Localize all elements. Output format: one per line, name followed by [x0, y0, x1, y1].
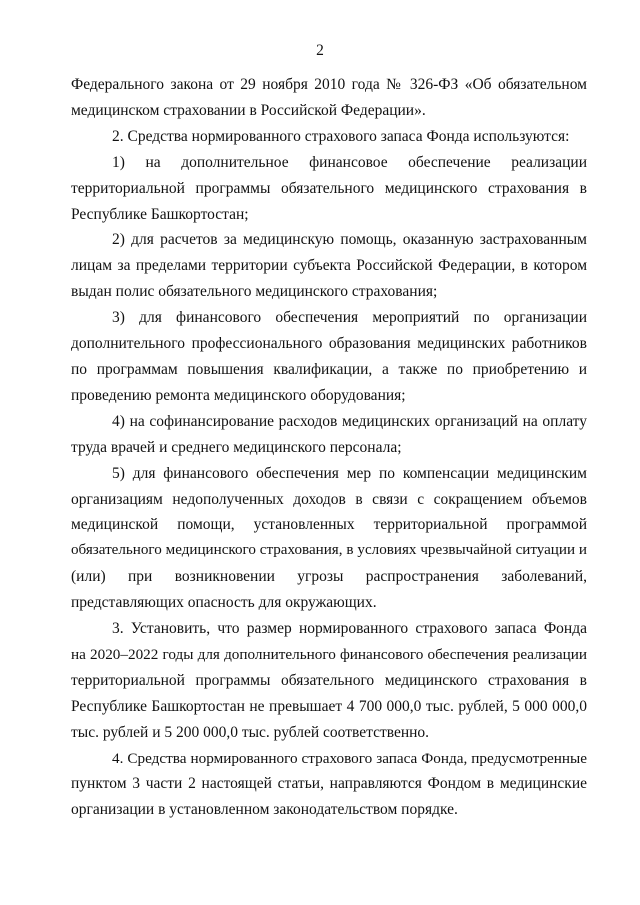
paragraph: [71, 150, 587, 228]
paragraph: [71, 461, 587, 616]
text-line: труда врачей и среднего медицинского персонала;: [71, 438, 402, 456]
text-line: на 2020–2022 годы для дополнительного финансового обеспечения реализации: [71, 645, 587, 663]
paragraph: [71, 72, 587, 124]
text-line: лицам за пределами территории субъекта Российской Федерации, в котором: [71, 257, 587, 275]
text-line: 2) для расчетов за медицинскую помощь, оказанную застрахованным: [112, 231, 587, 249]
text-line: 2. Средства нормированного страхового запаса Фонда используются:: [112, 127, 570, 145]
paragraph: [71, 616, 587, 746]
text-line: медицинской помощи, установленных территориальной программой: [71, 516, 587, 534]
text-line: территориальной программы обязательного медицинского страхования в: [71, 671, 587, 689]
text-line: 5) для финансового обеспечения мер по компенсации медицинским: [112, 464, 587, 482]
paragraph: [71, 746, 587, 824]
text-line: 4. Средства нормированного страхового запаса Фонда, предусмотренные: [112, 749, 587, 767]
text-line: проведению ремонта медицинского оборудования;: [71, 386, 406, 404]
text-line: 3) для финансового обеспечения мероприятий по организации: [112, 309, 587, 327]
page-number: 2: [316, 42, 324, 59]
text-line: по программам повышения квалификации, а также по приобретению и: [71, 360, 587, 378]
text-line: (или) при возникновении угрозы распространения заболеваний,: [71, 568, 587, 586]
text-line: 4) на софинансирование расходов медицинских организаций на оплату: [112, 412, 587, 430]
text-line: медицинском страховании в Российской Федерации».: [71, 101, 426, 119]
paragraph: [71, 305, 587, 409]
text-line: организации в установленном законодательством порядке.: [71, 801, 458, 819]
text-line: дополнительного профессионального образования медицинских работников: [71, 335, 587, 353]
paragraph: [71, 227, 587, 305]
text-line: тыс. рублей и 5 200 000,0 тыс. рублей соответственно.: [71, 723, 430, 741]
text-line: Республике Башкортостан не превышает 4 700 000,0 тыс. рублей, 5 000 000,0: [71, 697, 587, 715]
document-body: [71, 72, 587, 823]
text-line: 1) на дополнительное финансовое обеспечение реализации: [112, 153, 587, 171]
paragraph: [71, 409, 587, 461]
text-line: Федерального закона от 29 ноября 2010 года № 326-ФЗ «Об обязательном: [71, 76, 587, 93]
text-line: выдан полис обязательного медицинского страхования;: [71, 283, 438, 301]
text-line: 3. Установить, что размер нормированного страхового запаса Фонда: [112, 620, 587, 638]
text-line: представляющих опасность для окружающих.: [71, 594, 377, 612]
text-line: пунктом 3 части 2 настоящей статьи, направляются Фондом в медицинские: [71, 775, 587, 793]
paragraph: [71, 124, 587, 150]
text-line: организациям недополученных доходов в связи с сокращением объемов: [71, 490, 587, 508]
text-line: обязательного медицинского страхования, в условиях чрезвычайной ситуации и: [71, 542, 587, 559]
text-line: территориальной программы обязательного медицинского страхования в: [71, 179, 587, 197]
text-line: Республике Башкортостан;: [71, 205, 249, 223]
